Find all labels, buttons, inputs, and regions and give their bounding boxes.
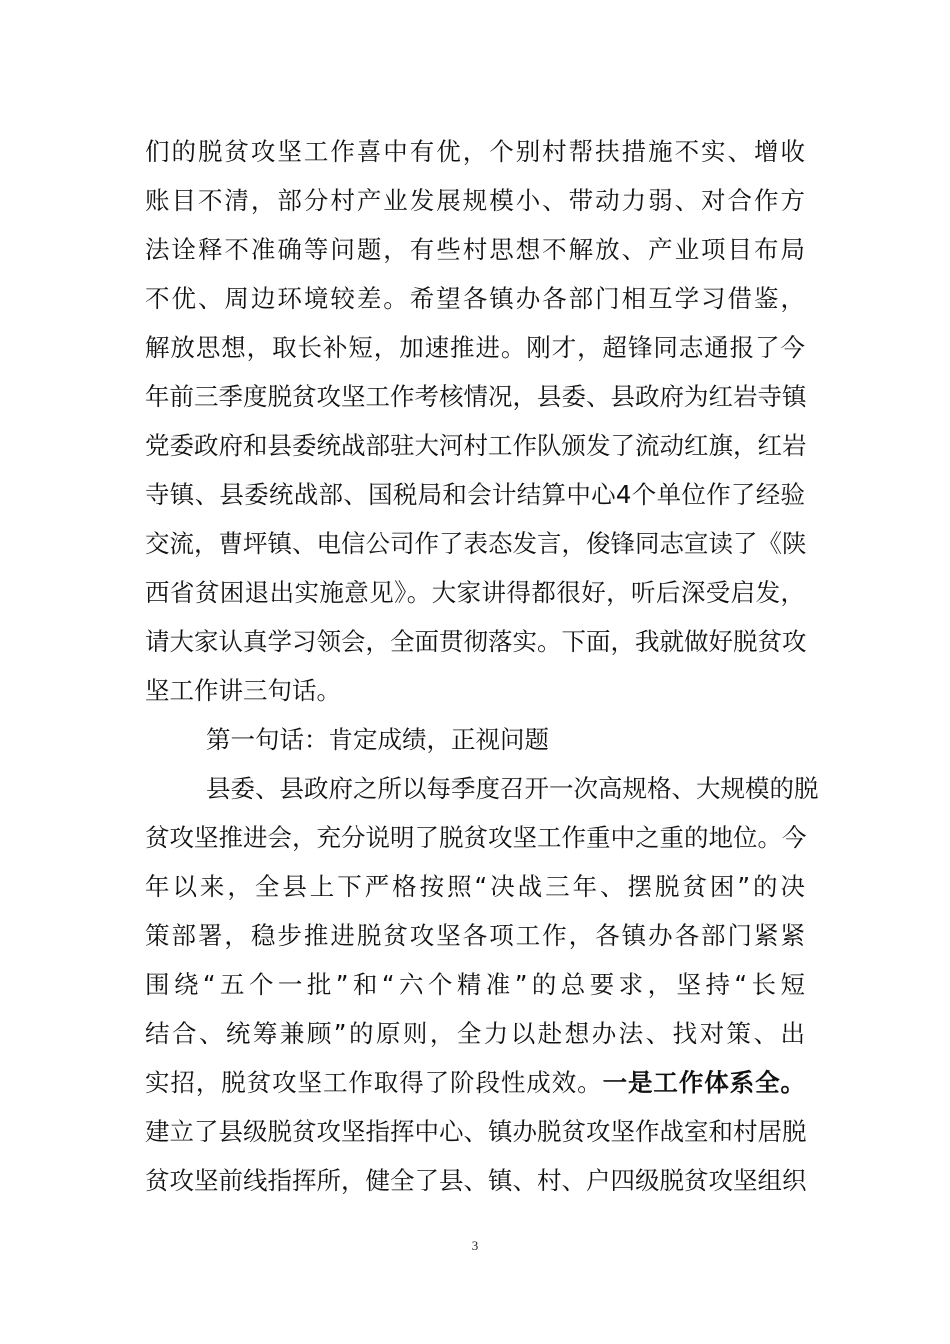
body-text-line: 围绕“五个一批”和“六个精准”的总要求，坚持“长短 bbox=[145, 970, 805, 999]
body-text-line: 年前三季度脱贫攻坚工作考核情况，县委、县政府为红岩寺镇 bbox=[145, 382, 807, 411]
page-number: 3 bbox=[471, 1238, 479, 1253]
body-text-line: 贫攻坚前线指挥所，健全了县、镇、村、户四级脱贫攻坚组织 bbox=[145, 1166, 807, 1195]
emphasis-text-run: 一是工作体系全。 bbox=[602, 1068, 806, 1097]
section-heading: 第一句话：肯定成绩，正视问题 bbox=[206, 725, 549, 754]
body-text-line: 年以来，全县上下严格按照“决战三年、摆脱贫困”的决 bbox=[145, 872, 805, 901]
body-text-line: 们的脱贫攻坚工作喜中有优，个别村帮扶措施不实、增收 bbox=[145, 137, 805, 166]
body-text-line: 县委、县政府之所以每季度召开一次高规格、大规模的脱 bbox=[206, 774, 819, 803]
body-text-line: 策部署，稳步推进脱贫攻坚各项工作，各镇办各部门紧紧 bbox=[145, 921, 805, 950]
body-text-line: 解放思想，取长补短，加速推进。刚才，超锋同志通报了今 bbox=[145, 333, 805, 362]
body-text-line-with-emphasis bbox=[145, 1067, 805, 1099]
body-text-run: 实招，脱贫攻坚工作取得了阶段性成效。 bbox=[145, 1068, 603, 1097]
body-text-line: 请大家认真学习领会，全面贯彻落实。下面，我就做好脱贫攻 bbox=[145, 627, 807, 656]
body-text-line: 结合、统筹兼顾”的原则，全力以赴想办法、找对策、出 bbox=[145, 1019, 805, 1048]
body-text-line: 党委政府和县委统战部驻大河村工作队颁发了流动红旗，红岩 bbox=[145, 431, 807, 460]
body-text-line: 不优、周边环境较差。希望各镇办各部门相互学习借鉴， bbox=[145, 284, 805, 313]
body-text-line: 建立了县级脱贫攻坚指挥中心、镇办脱贫攻坚作战室和村居脱 bbox=[145, 1117, 807, 1146]
body-text-line: 法诠释不准确等问题，有些村思想不解放、产业项目布局 bbox=[145, 235, 805, 264]
body-text-line: 交流，曹坪镇、电信公司作了表态发言，俊锋同志宣读了《陕 bbox=[145, 529, 807, 558]
body-text-line: 西省贫困退出实施意见》。大家讲得都很好，听后深受启发， bbox=[145, 578, 805, 607]
body-text-line: 坚工作讲三句话。 bbox=[145, 676, 341, 705]
body-text-line: 账目不清，部分村产业发展规模小、带动力弱、对合作方 bbox=[145, 186, 805, 215]
body-text-line: 贫攻坚推进会，充分说明了脱贫攻坚工作重中之重的地位。今 bbox=[145, 823, 807, 852]
body-text-line: 寺镇、县委统战部、国税局和会计结算中心4个单位作了经验 bbox=[145, 480, 805, 509]
